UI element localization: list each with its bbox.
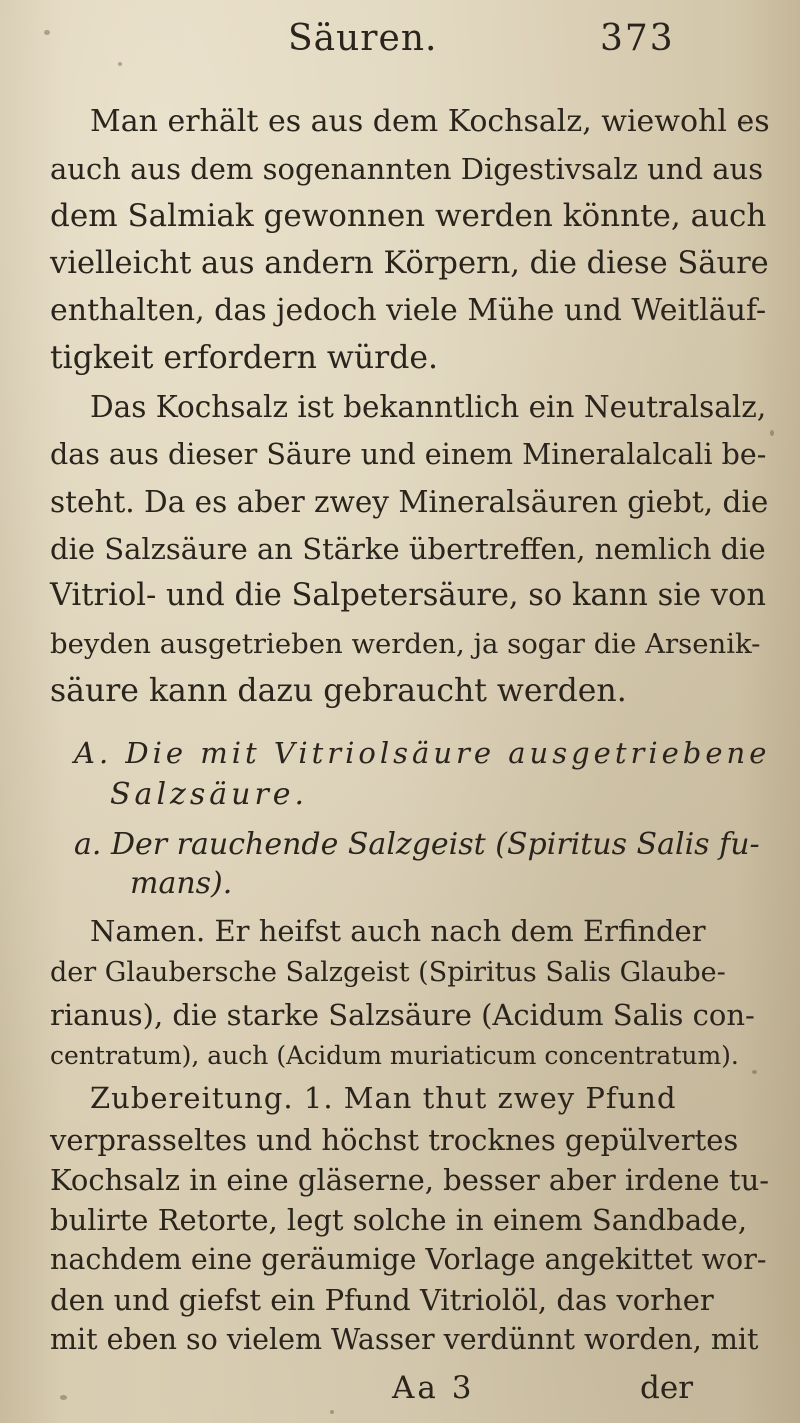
text-line: Namen. Er heifst auch nach dem Erfinder	[90, 914, 706, 948]
text-line: säure kann dazu gebraucht werden.	[50, 673, 627, 709]
foxing-spot	[770, 430, 774, 436]
subsection-heading: a. Der rauchende Salzgeist (Spiritus Salis fu-	[74, 827, 760, 862]
section-heading: A. Die mit Vitriolsäure ausgetriebene	[74, 736, 771, 770]
text-line: Man erhält es aus dem Kochsalz, wiewohl es	[90, 104, 770, 139]
running-head: Säuren.	[288, 18, 438, 59]
text-line: dem Salmiak gewonnen werden könnte, auch	[50, 198, 767, 234]
text-line: tigkeit erfordern würde.	[50, 340, 439, 376]
text-line: centratum), auch (Acidum muriaticum concentratum).	[50, 1041, 739, 1070]
text-line: auch aus dem sogenannten Digestivsalz und aus	[50, 152, 764, 186]
text-line: verprasseltes und höchst trocknes gepülvertes	[50, 1123, 739, 1157]
text-line: die Salzsäure an Stärke übertreffen, nemlich die	[50, 532, 766, 566]
text-line: beyden ausgetrieben werden, ja sogar die Arsenik-	[50, 628, 761, 660]
text-line: mit eben so vielem Wasser verdünnt worden, mit	[50, 1323, 759, 1356]
text-line: den und giefst ein Pfund Vitriolöl, das vorher	[50, 1283, 714, 1317]
foxing-spot	[752, 1070, 757, 1074]
text-line: bulirte Retorte, legt solche in einem Sandbade,	[50, 1203, 748, 1237]
text-line: vielleicht aus andern Körpern, die diese Säure	[50, 246, 769, 281]
text-line: Kochsalz in eine gläserne, besser aber irdene tu-	[50, 1163, 770, 1197]
text-line: enthalten, das jedoch viele Mühe und Weitläuf-	[50, 293, 767, 328]
text-line: Das Kochsalz ist bekanntlich ein Neutralsalz,	[90, 390, 767, 424]
text-line: rianus), die starke Salzsäure (Acidum Salis con-	[50, 998, 755, 1032]
text-line: Zubereitung. 1. Man thut zwey Pfund	[90, 1081, 677, 1115]
page-footer	[0, 1370, 800, 1423]
text-line: Vitriol- und die Salpetersäure, so kann sie von	[50, 578, 767, 613]
page-number: 373	[600, 18, 675, 59]
subsection-heading: mans).	[130, 866, 233, 901]
page-header	[0, 10, 800, 70]
catchword: der	[640, 1370, 694, 1406]
text-line: steht. Da es aber zwey Mineralsäuren giebt, die	[50, 485, 769, 519]
section-heading: Salzsäure.	[110, 777, 309, 812]
text-line: das aus dieser Säure und einem Mineralalcali be-	[50, 438, 767, 471]
text-line: der Glaubersche Salzgeist (Spiritus Salis Glaube-	[50, 957, 726, 988]
text-line: nachdem eine geräumige Vorlage angekittet wor-	[50, 1243, 767, 1276]
signature-mark: Aa 3	[392, 1370, 475, 1406]
